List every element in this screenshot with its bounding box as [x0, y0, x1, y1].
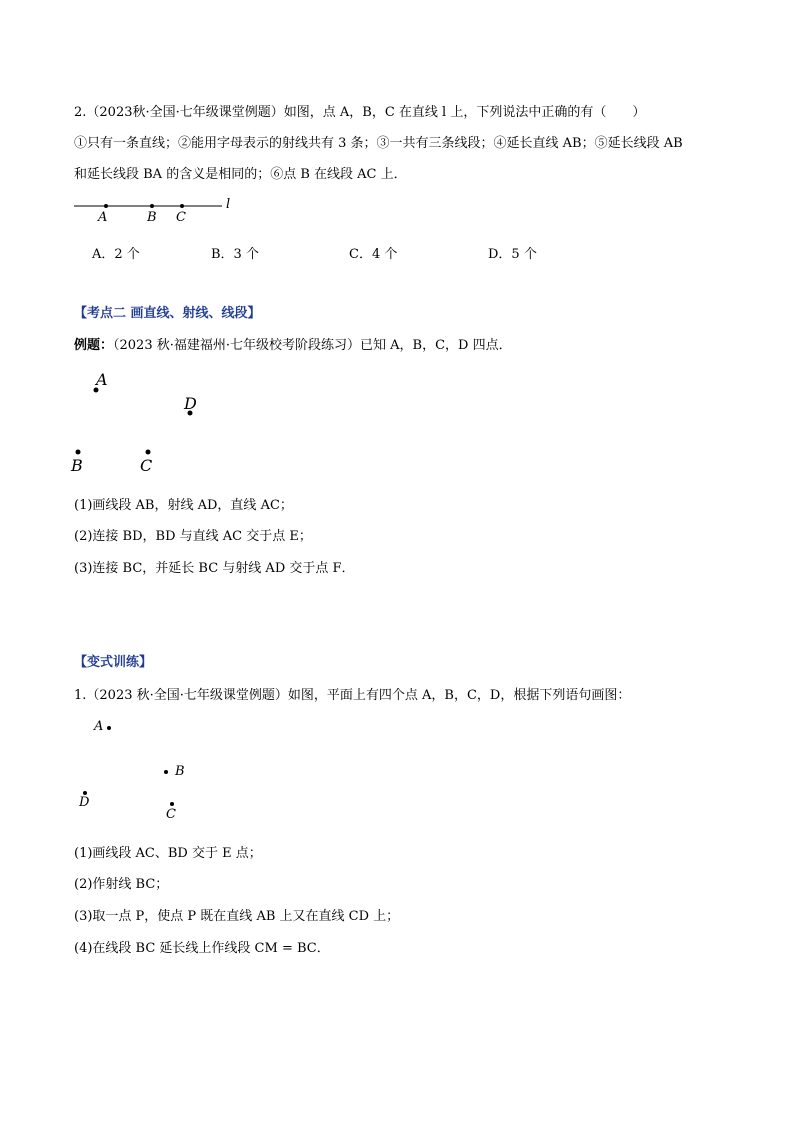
- example-text: （2023 秋·福建福州·七年级校考阶段练习）已知 A，B，C，D 四点．: [113, 338, 512, 353]
- q2-option-d: D．5 个: [488, 247, 537, 262]
- var-label-d: D: [79, 795, 90, 810]
- var-label-c: C: [166, 807, 176, 822]
- q2-stem-line3: 和延长线段 BA 的含义是相同的；⑥点 B 在线段 AC 上．: [74, 167, 407, 182]
- var-point-a: [107, 726, 111, 730]
- q2-stem-line1: 2.（2023秋·全国·七年级课堂例题）如图，点 A，B，C 在直线 l 上，下列说法中正确的有（ ）: [74, 105, 646, 120]
- ex-label-b: B: [71, 456, 83, 475]
- q2-point-b: [150, 204, 154, 208]
- example-label: 例题：: [74, 338, 114, 353]
- var-point-b: [164, 770, 168, 774]
- q2-point-a: [104, 204, 108, 208]
- kaodian2-heading: 【考点二 画直线、射线、线段】: [74, 306, 261, 321]
- bianshi-task-4: (4)在线段 BC 延长线上作线段 CM = BC．: [74, 941, 330, 956]
- bianshi-task-3: (3)取一点 P，使点 P 既在直线 AB 上又在直线 CD 上；: [74, 909, 400, 924]
- q2-label-l: l: [226, 197, 231, 212]
- example-task-2: (2)连接 BD，BD 与直线 AC 交于点 E；: [74, 529, 312, 544]
- ex-point-c: [146, 450, 151, 455]
- q2-point-c: [180, 204, 184, 208]
- bianshi-task-2: (2)作射线 BC；: [74, 877, 169, 892]
- ex-label-d: D: [184, 394, 197, 413]
- var-label-a: A: [94, 719, 104, 734]
- example-task-1: (1)画线段 AB，射线 AD，直线 AC；: [74, 498, 293, 513]
- example-task-3: (3)连接 BC，并延长 BC 与射线 AD 交于点 F．: [74, 561, 355, 576]
- ex-label-a: A: [96, 370, 108, 389]
- q2-label-b: B: [147, 210, 157, 225]
- q2-option-a: A．2 个: [92, 247, 140, 262]
- q2-label-c: C: [176, 210, 186, 225]
- q2-stem-line2: ①只有一条直线；②能用字母表示的射线共有 3 条；③一共有三条线段；④延长直线 AB；⑤延长线段 AB: [74, 136, 683, 151]
- bianshi-task-1: (1)画线段 AC、BD 交于 E 点；: [74, 846, 262, 861]
- q2-option-b: B．3 个: [211, 247, 259, 262]
- ex-label-c: C: [140, 456, 153, 475]
- ex-point-b: [76, 450, 81, 455]
- var-point-c: [170, 802, 174, 806]
- bianshi-heading: 【变式训练】: [74, 655, 153, 670]
- q2-option-c: C．4 个: [349, 247, 398, 262]
- q2-label-a: A: [98, 210, 108, 225]
- bianshi-q1: 1.（2023 秋·全国·七年级课堂例题）如图，平面上有四个点 A，B，C，D，根据下列语句画图：: [74, 688, 631, 703]
- var-label-b: B: [175, 764, 185, 779]
- example-line: [74, 337, 512, 355]
